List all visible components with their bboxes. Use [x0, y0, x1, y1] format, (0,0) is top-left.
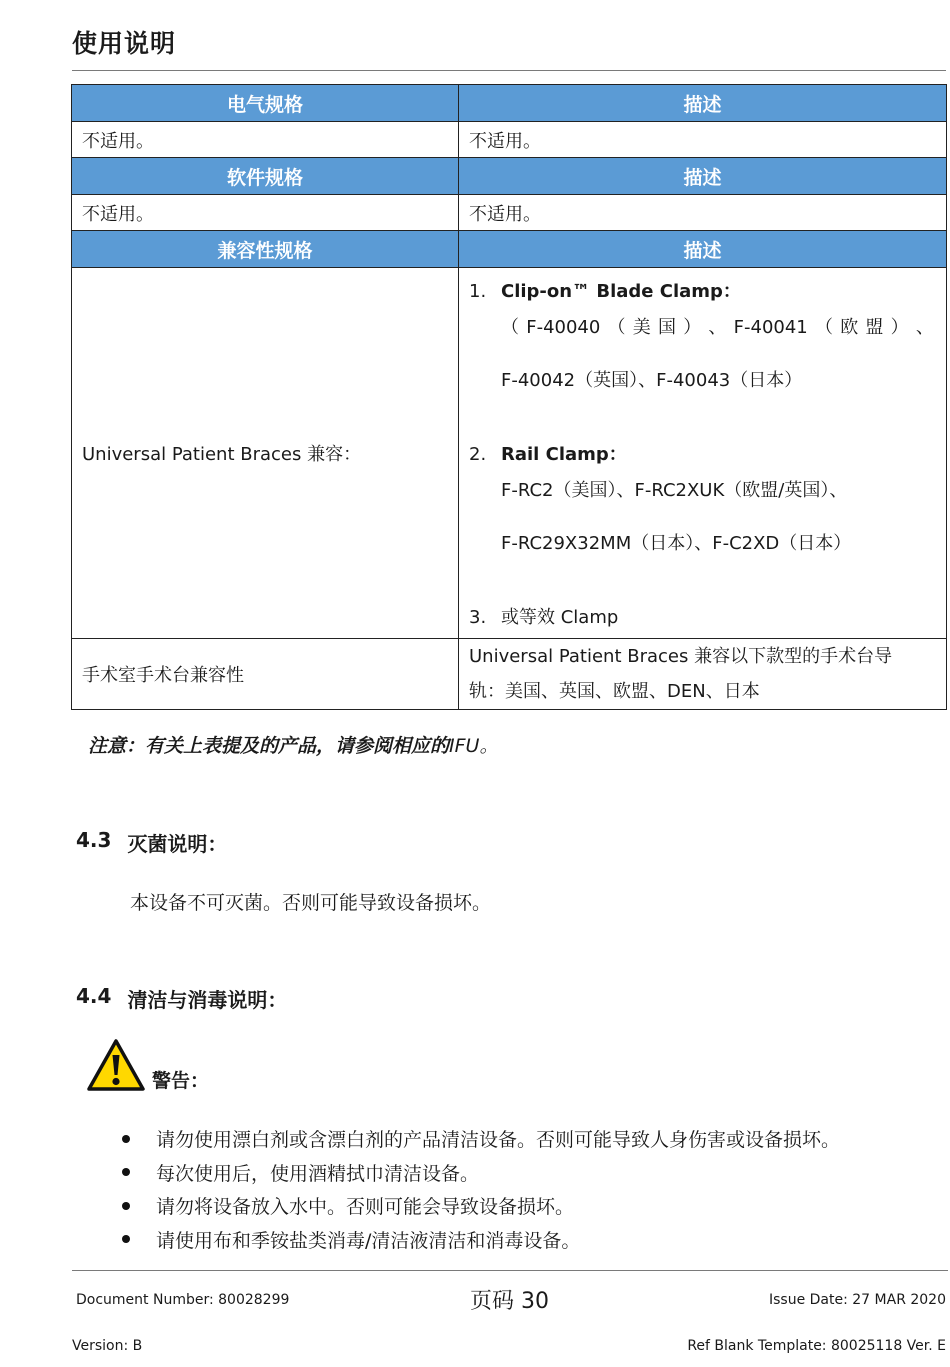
warning-block	[86, 1038, 209, 1093]
electrical-desc-value: 不适用。	[459, 122, 947, 158]
compatibility-spec-header: 兼容性规格	[72, 231, 459, 268]
section-number: 4.3	[76, 828, 112, 852]
title-divider	[72, 70, 946, 71]
clip-on-models-line2: F-40042（英国）、F-40043（日本）	[501, 370, 803, 391]
electrical-spec-header: 电气规格	[72, 85, 459, 122]
rail-clamp-models-line2: F-RC29X32MM（日本）、F-C2XD（日本）	[501, 533, 852, 554]
list-item: 请使用布和季铵盐类消毒/清洁液清洁和消毒设备。	[120, 1223, 840, 1257]
template-reference: Ref Blank Template: 80025118 Ver. E	[687, 1338, 946, 1354]
bullet-icon	[122, 1168, 130, 1176]
section-title: 清洁与消毒说明：	[127, 988, 288, 1012]
table-header-row	[72, 231, 947, 268]
list-number: 3.	[469, 607, 487, 628]
list-number: 1.	[469, 281, 487, 302]
warning-label: 警告：	[152, 1070, 210, 1092]
software-spec-header: 软件规格	[72, 158, 459, 195]
list-item-title: Rail Clamp：	[501, 444, 627, 465]
table-row	[72, 195, 947, 231]
bullet-icon	[122, 1235, 130, 1243]
note-text: 注意：有关上表提及的产品，请参阅相应的IFU。	[88, 735, 499, 757]
table-row	[72, 268, 947, 639]
list-item	[469, 437, 936, 473]
compatible-device-cell: Universal Patient Braces 兼容：	[72, 268, 459, 639]
or-table-compat-desc: Universal Patient Braces 兼容以下款型的手术台导 轨：美国、英国、欧盟、DEN、日本	[459, 639, 947, 710]
table-row	[72, 639, 947, 710]
issue-date: Issue Date: 27 MAR 2020	[768, 1292, 946, 1308]
page-title: 使用说明	[72, 29, 177, 58]
list-item: 请勿使用漂白剂或含漂白剂的产品清洁设备。否则可能导致人身伤害或设备损坏。	[120, 1122, 840, 1156]
description-header: 描述	[459, 231, 947, 268]
section-heading-cleaning	[76, 984, 287, 1013]
cleaning-bullet-list	[120, 1122, 840, 1256]
section-heading-sterilization	[76, 828, 227, 857]
list-item	[469, 600, 936, 636]
list-item-title: Clip-on™ Blade Clamp：	[501, 281, 741, 302]
specification-table	[71, 84, 947, 710]
list-item	[469, 274, 936, 310]
table-header-row	[72, 85, 947, 122]
bullet-icon	[122, 1135, 130, 1143]
document-number: Document Number: 80028299	[76, 1292, 290, 1308]
section-title: 灭菌说明：	[127, 832, 228, 856]
table-header-row	[72, 158, 947, 195]
rail-clamp-models-line1: F-RC2（美国）、F-RC2XUK（欧盟/英国）、	[501, 480, 848, 501]
list-item: 请勿将设备放入水中。否则可能会导致设备损坏。	[120, 1189, 840, 1223]
list-item-text: 或等效 Clamp	[501, 607, 619, 628]
compatible-clamp-list	[459, 268, 947, 639]
bullet-icon	[122, 1202, 130, 1210]
list-number: 2.	[469, 444, 487, 465]
description-header: 描述	[459, 85, 947, 122]
description-header: 描述	[459, 158, 947, 195]
table-row	[72, 122, 947, 158]
version: Version: B	[72, 1338, 143, 1354]
section-number: 4.4	[76, 984, 112, 1008]
sterilization-body: 本设备不可灭菌。否则可能导致设备损坏。	[130, 892, 492, 914]
list-item: 每次使用后，使用酒精拭巾清洁设备。	[120, 1156, 840, 1190]
page-number: 页码 30	[470, 1289, 549, 1314]
software-spec-value: 不适用。	[72, 195, 459, 231]
footer-divider	[72, 1270, 948, 1271]
or-table-compat-label: 手术室手术台兼容性	[72, 639, 459, 710]
clip-on-models-line1: （ F-40040 （ 美 国 ） 、 F-40041 （ 欧 盟 ） 、	[501, 317, 934, 338]
warning-triangle-icon	[86, 1038, 146, 1093]
software-desc-value: 不适用。	[459, 195, 947, 231]
electrical-spec-value: 不适用。	[72, 122, 459, 158]
